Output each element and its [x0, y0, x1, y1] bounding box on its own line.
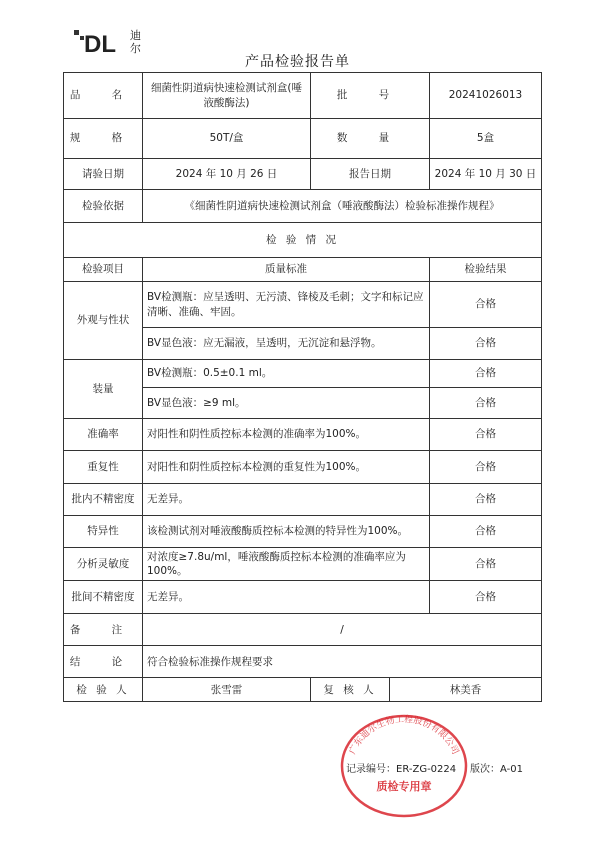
- row-item: 批内不精密度: [64, 484, 143, 516]
- conclusion-label: 结 论: [64, 646, 143, 678]
- conclusion-value: 符合检验标准操作规程要求: [143, 646, 542, 678]
- svg-text:广东迪尔生物工程股份有限公司: 广东迪尔生物工程股份有限公司: [348, 714, 460, 757]
- table-row: [64, 516, 542, 548]
- qty-label: 数 量: [311, 119, 430, 159]
- inspector-signature: 张雪雷: [143, 678, 311, 702]
- row-standard: BV显色液：应无漏液，呈透明，无沉淀和悬浮物。: [143, 328, 430, 360]
- remarks-label: 备 注: [64, 614, 143, 646]
- row-result: 合格: [430, 548, 542, 581]
- row-result: 合格: [430, 451, 542, 484]
- col-header-item: 检验项目: [64, 258, 143, 282]
- row-item: 准确率: [64, 419, 143, 451]
- basis-value: 《细菌性阴道病快速检测试剂盒（唾液酸酶法）检验标准操作规程》: [143, 190, 542, 223]
- table-row: [64, 548, 542, 581]
- row-standard: 无差异。: [143, 484, 430, 516]
- inspector-label: 检 验 人: [64, 678, 143, 702]
- table-row: [64, 451, 542, 484]
- spec-label: 规 格: [64, 119, 143, 159]
- row-item: 外观与性状: [64, 282, 143, 360]
- report-date-label: 报告日期: [311, 159, 430, 190]
- row-result: 合格: [430, 516, 542, 548]
- batch-label: 批 号: [311, 73, 430, 119]
- row-result: 合格: [430, 388, 542, 419]
- row-standard: BV检测瓶：应呈透明、无污渍、锋棱及毛刺；文字和标记应清晰、准确、牢固。: [143, 282, 430, 328]
- report-date-value: 2024 年 10 月 30 日: [430, 159, 542, 190]
- row-standard: 对浓度≥7.8u/ml，唾液酸酶质控标本检测的准确率应为100%。: [143, 548, 430, 581]
- table-row: [64, 419, 542, 451]
- row-result: 合格: [430, 282, 542, 328]
- qty-value: 5盒: [430, 119, 542, 159]
- row-item: 装量: [64, 360, 143, 419]
- table-row: [64, 360, 542, 388]
- row-standard: BV显色液：≥9 ml。: [143, 388, 430, 419]
- row-item: 重复性: [64, 451, 143, 484]
- row-standard: BV检测瓶：0.5±0.1 ml。: [143, 360, 430, 388]
- row-item: 分析灵敏度: [64, 548, 143, 581]
- reviewer-label: 复 核 人: [311, 678, 390, 702]
- row-result: 合格: [430, 581, 542, 614]
- svg-text:迪: 迪: [130, 29, 141, 42]
- spec-value: 50T/盒: [143, 119, 311, 159]
- col-header-standard: 质量标准: [143, 258, 430, 282]
- row-result: 合格: [430, 419, 542, 451]
- document-title: 产品检验报告单: [245, 54, 350, 70]
- row-result: 合格: [430, 328, 542, 360]
- table-row: [64, 282, 542, 328]
- row-item: 批间不精密度: [64, 581, 143, 614]
- table-row: [64, 581, 542, 614]
- section-title: 检 验 情 况: [64, 223, 542, 258]
- svg-text:质检专用章: 质检专用章: [376, 780, 432, 793]
- product-name-value: 细菌性阴道病快速检测试剂盒(唾液酸酶法): [143, 73, 311, 119]
- svg-text:尔: 尔: [130, 42, 141, 55]
- row-standard: 无差异。: [143, 581, 430, 614]
- row-standard: 对阳性和阴性质控标本检测的准确率为100%。: [143, 419, 430, 451]
- row-result: 合格: [430, 360, 542, 388]
- table-row: [64, 484, 542, 516]
- reviewer-signature: 林美香: [390, 678, 542, 702]
- request-date-label: 请验日期: [64, 159, 143, 190]
- inspection-report-table: [63, 72, 542, 702]
- col-header-result: 检验结果: [430, 258, 542, 282]
- request-date-value: 2024 年 10 月 26 日: [143, 159, 311, 190]
- row-standard: 该检测试剂对唾液酸酶质控标本检测的特异性为100%。: [143, 516, 430, 548]
- batch-value: 20241026013: [430, 73, 542, 119]
- record-code: 记录编号：ER-ZG-0224: [346, 764, 457, 775]
- remarks-value: /: [143, 614, 542, 646]
- row-result: 合格: [430, 484, 542, 516]
- row-standard: 对阳性和阴性质控标本检测的重复性为100%。: [143, 451, 430, 484]
- product-name-label: 品 名: [64, 73, 143, 119]
- row-item: 特异性: [64, 516, 143, 548]
- basis-label: 检验依据: [64, 190, 143, 223]
- svg-text:DL: DL: [84, 31, 116, 58]
- version-number: 版次：A-01: [470, 764, 523, 775]
